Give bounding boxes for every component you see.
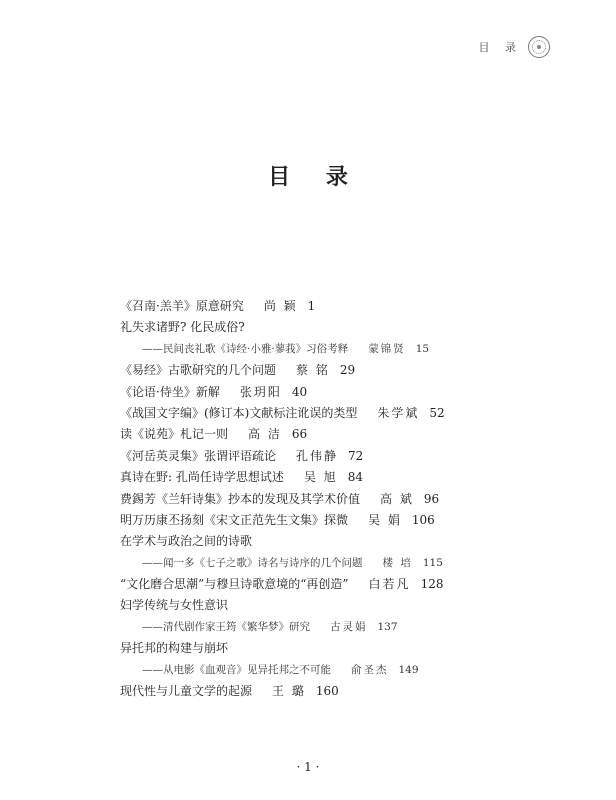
toc-entry-title: 妇学传统与女性意识 xyxy=(120,598,229,613)
toc-entry-title: 费錫芳《兰轩诗集》抄本的发现及其学术价值 xyxy=(120,491,361,506)
toc-entry xyxy=(120,339,560,360)
toc-entry-title: 《易经》古歌研究的几个问题 xyxy=(120,363,277,378)
toc-entry-title: 异托邦的构建与崩坏 xyxy=(120,641,229,656)
toc-entry-page: 66 xyxy=(291,427,308,442)
toc-entry-page: 149 xyxy=(398,663,419,676)
toc-entry xyxy=(120,531,560,552)
toc-entry-title: ——从电影《血观音》见异托邦之不可能 xyxy=(142,663,331,676)
toc-entry-page: 52 xyxy=(429,405,445,420)
toc-entry-page: 29 xyxy=(339,363,356,378)
toc-entry-author: 吴 旭 xyxy=(303,470,338,485)
toc-entry xyxy=(120,317,560,338)
toc-entry-author: 尚 颖 xyxy=(263,299,298,313)
toc-entry-author: 蒙锦贤 xyxy=(368,342,406,355)
page-title: 目 录 xyxy=(268,165,362,190)
toc-entry-title: 《战国文字编》(修订本)文献标注讹误的类型 xyxy=(120,405,358,420)
toc-entry-author: 白若凡 xyxy=(368,577,411,592)
toc-entry xyxy=(120,638,560,659)
toc-entry-title: 明万历康丕扬刻《宋文正范先生文集》探微 xyxy=(120,512,349,527)
toc-entry-title: 真诗在野: 孔尚任诗学思想试述 xyxy=(120,470,284,485)
toc-entry xyxy=(120,510,560,531)
toc-entry xyxy=(120,403,560,424)
table-of-contents xyxy=(120,296,560,702)
toc-entry xyxy=(120,467,560,488)
toc-entry xyxy=(120,446,560,467)
toc-entry-title: 在学术与政治之间的诗歌 xyxy=(120,534,253,549)
toc-entry-author: 朱学斌 xyxy=(377,405,420,420)
running-head-text: 目 录 xyxy=(478,41,522,54)
toc-entry xyxy=(120,489,560,510)
toc-entry xyxy=(120,617,560,638)
toc-entry xyxy=(120,574,560,595)
seal-emblem-icon xyxy=(528,36,550,58)
toc-entry-page: 137 xyxy=(377,620,398,633)
toc-entry-page: 128 xyxy=(420,577,444,592)
toc-entry-title: “文化磨合思潮”与穆旦诗歌意境的“再创造” xyxy=(120,577,349,592)
toc-entry-page: 84 xyxy=(347,470,363,485)
toc-entry-title: 现代性与儿童文学的起源 xyxy=(120,684,253,699)
toc-entry-author: 俞圣杰 xyxy=(351,663,389,676)
toc-entry xyxy=(120,424,560,445)
toc-entry-page: 96 xyxy=(423,491,440,506)
toc-entry-author: 张玥阳 xyxy=(239,384,282,399)
toc-entry-title: ——清代剧作家王筠《繁华梦》研究 xyxy=(142,620,310,633)
toc-entry-page: 1 xyxy=(307,299,316,313)
toc-entry-author: 王 璐 xyxy=(272,684,306,699)
toc-entry xyxy=(120,382,560,403)
running-head xyxy=(479,36,551,58)
toc-entry-author: 楼 培 xyxy=(382,556,413,569)
toc-entry-author: 高 洁 xyxy=(248,427,282,442)
toc-entry-page: 72 xyxy=(348,448,364,463)
toc-entry-author: 孔伟静 xyxy=(296,448,339,463)
toc-entry-author: 高 斌 xyxy=(380,491,414,506)
toc-entry xyxy=(120,553,560,574)
toc-entry-title: 《河岳英灵集》张谓评语疏论 xyxy=(120,448,277,463)
page-number: · 1 · xyxy=(296,760,320,774)
toc-entry-page: 160 xyxy=(315,684,339,699)
toc-entry-page: 40 xyxy=(291,384,308,399)
toc-entry-page: 106 xyxy=(411,512,435,527)
toc-entry-page: 115 xyxy=(422,556,443,569)
toc-entry xyxy=(120,360,560,381)
toc-entry-title: 《召南·羔羊》原意研究 xyxy=(120,299,244,313)
toc-entry-author: 吴 娟 xyxy=(368,512,402,527)
toc-entry-title: 礼失求诸野? 化民成俗? xyxy=(120,320,245,335)
toc-entry-title: 《论语·侍坐》新解 xyxy=(120,384,220,399)
toc-entry-author: 古灵娟 xyxy=(330,620,368,633)
toc-entry-title: ——民间丧礼歌《诗经·小雅·蓼莪》习俗考释 xyxy=(142,342,349,355)
toc-entry xyxy=(120,681,560,702)
toc-entry-title: ——闻一多《七子之歌》诗名与诗序的几个问题 xyxy=(142,556,363,569)
toc-entry-author: 蔡 铭 xyxy=(296,363,330,378)
toc-entry xyxy=(120,296,560,317)
toc-entry xyxy=(120,595,560,616)
toc-entry xyxy=(120,660,560,681)
toc-entry-title: 读《说苑》札记一则 xyxy=(120,427,229,442)
toc-entry-page: 15 xyxy=(415,342,430,355)
